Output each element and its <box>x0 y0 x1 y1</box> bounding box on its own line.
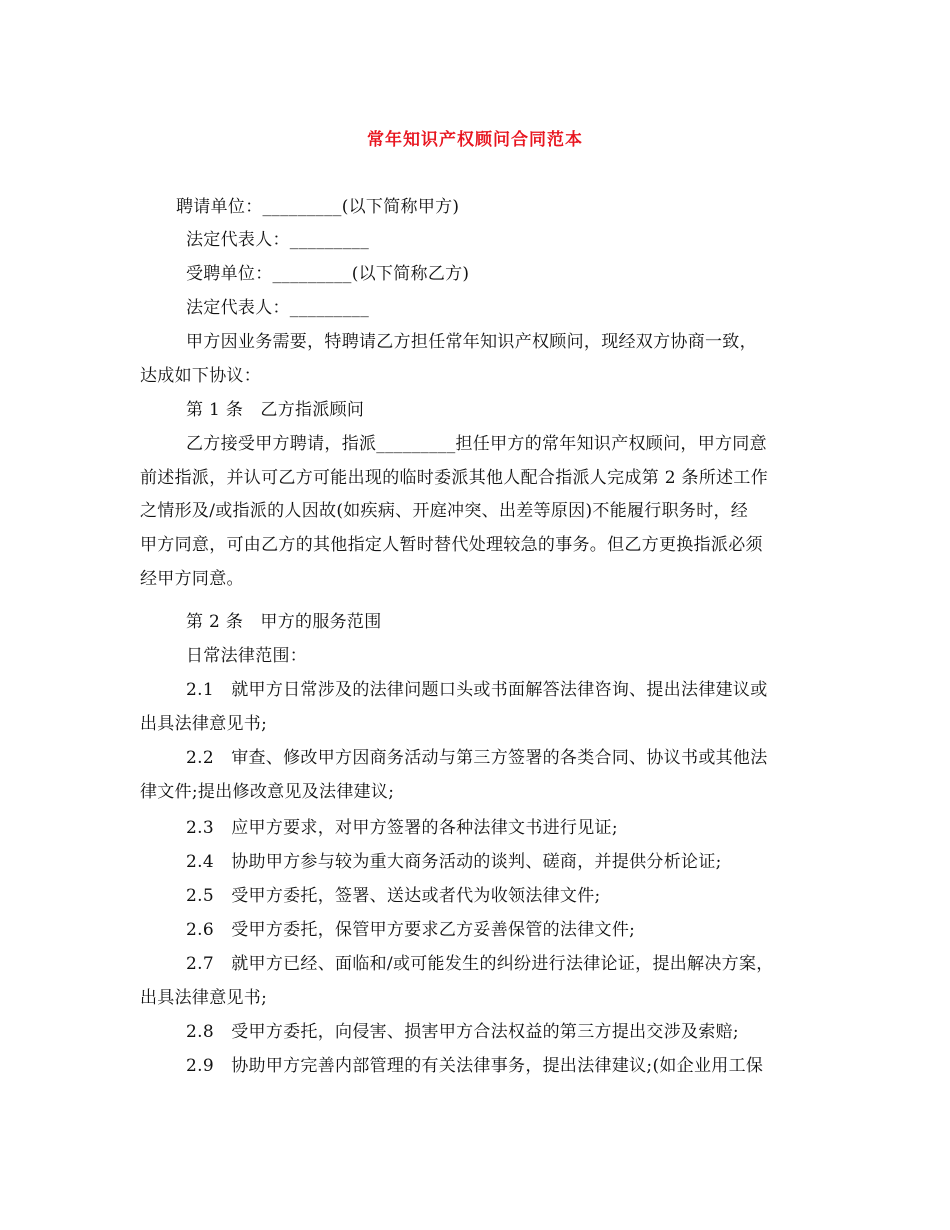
clause-2-9: 2.9 协助甲方完善内部管理的有关法律事务，提出法律建议;(如企业用工保 <box>186 1056 764 1076</box>
article-1-text-4: 甲方同意，可由乙方的其他指定人暂时替代处理较急的事务。但乙方更换指派必须 <box>140 535 763 555</box>
clause-2-8: 2.8 受甲方委托，向侵害、损害甲方合法权益的第三方提出交涉及索赔; <box>186 1022 739 1042</box>
hiring-party-line: 聘请单位：_________(以下简称甲方) <box>176 197 460 217</box>
clause-2-1-line-2: 出具法律意见书; <box>140 714 268 734</box>
clause-2-7-line-1: 2.7 就甲方已经、面临和/或可能发生的纠纷进行法律论证，提出解决方案， <box>186 954 774 974</box>
clause-2-7-line-2: 出具法律意见书; <box>140 988 268 1008</box>
preamble-line-1: 甲方因业务需要，特聘请乙方担任常年知识产权顾问，现经双方协商一致， <box>186 332 757 352</box>
clause-2-2-line-2: 律文件;提出修改意见及法律建议; <box>140 782 395 802</box>
article-2-heading: 第 2 条 甲方的服务范围 <box>186 612 382 632</box>
clause-2-1-line-1: 2.1 就甲方日常涉及的法律问题口头或书面解答法律咨询、提出法律建议或 <box>186 680 768 700</box>
clause-2-6: 2.6 受甲方委托，保管甲方要求乙方妥善保管的法律文件; <box>186 920 636 940</box>
article-1-text-1: 乙方接受甲方聘请，指派_________担任甲方的常年知识产权顾问，甲方同意 <box>186 434 767 454</box>
clause-2-4: 2.4 协助甲方参与较为重大商务活动的谈判、磋商，并提供分析论证; <box>186 852 722 872</box>
hired-party-line: 受聘单位：_________(以下简称乙方) <box>186 264 470 284</box>
preamble-line-2: 达成如下协议： <box>140 366 262 386</box>
article-1-text-5: 经甲方同意。 <box>140 569 244 589</box>
clause-2-3: 2.3 应甲方要求，对甲方签署的各种法律文书进行见证; <box>186 818 618 838</box>
article-1-text-3: 之情形及/或指派的人因故(如疾病、开庭冲突、出差等原因)不能履行职务时，经 <box>140 501 749 521</box>
daily-legal-scope: 日常法律范围： <box>186 646 308 666</box>
legal-rep-b-line: 法定代表人：_________ <box>186 298 369 318</box>
document-title: 常年知识产权顾问合同范本 <box>367 130 583 150</box>
article-1-text-2: 前述指派，并认可乙方可能出现的临时委派其他人配合指派人完成第 2 条所述工作 <box>140 468 769 488</box>
clause-2-5: 2.5 受甲方委托，签署、送达或者代为收领法律文件; <box>186 886 601 906</box>
legal-rep-a-line: 法定代表人：_________ <box>186 230 369 250</box>
article-1-heading: 第 1 条 乙方指派顾问 <box>186 400 365 420</box>
clause-2-2-line-1: 2.2 审查、修改甲方因商务活动与第三方签署的各类合同、协议书或其他法 <box>186 748 768 768</box>
